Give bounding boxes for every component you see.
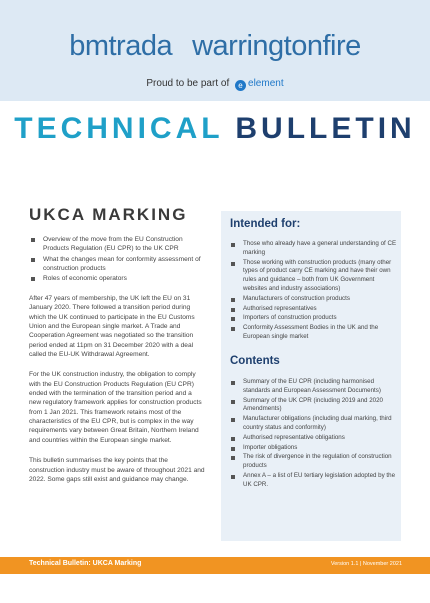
warringtonfire-logo: warringtonfire [192, 30, 361, 62]
element-logo-word: element [248, 78, 284, 89]
body-paragraph: After 47 years of membership, the UK left the EU on 31 January 2020. There followed a transition period during which the UK continued to participate in the EU Customs Union and the European single market. A Trade and Cooperation Agreement was negotiated so the transition period ended at 11pm on 31 December 2020 with a deal called the EU-UK Withdrawal Agreement. [29, 294, 195, 358]
intended-heading: Intended for: [230, 218, 301, 230]
title-bulletin: BULLETIN [235, 112, 416, 145]
list-item: Those who already have a general understanding of CE marking [230, 240, 398, 258]
intended-list [230, 240, 398, 343]
list-item: Manufacturer obligations (including dual marking, third country status and conformity) [230, 415, 398, 433]
body-paragraph: This bulletin summarises the key points that the construction industry must be aware of throughout 2021 and 2022. Some gaps still exist and guidance may change. [29, 457, 205, 483]
contents-list [230, 378, 398, 491]
list-item: Authorised representatives [230, 305, 398, 314]
brand-logos [0, 30, 430, 63]
main-column [29, 235, 205, 495]
list-item: Those working with construction products (many other types of product carry CE marking and have their own rules and guidance – both from UK Government websites and industry associations) [230, 259, 398, 294]
element-logo-icon: e [235, 80, 246, 91]
list-item: Summary of the UK CPR (including 2019 and 2020 Amendments) [230, 397, 398, 415]
list-item: Importers of construction products [230, 314, 398, 323]
list-item: Conformity Assessment Bodies in the UK and the European single market [230, 324, 398, 342]
page-title [0, 112, 430, 146]
footer-bar [0, 557, 430, 574]
title-technical: TECHNICAL [14, 112, 224, 145]
footer-version: Version 1.1 | November 2021 [330, 561, 402, 567]
section-heading: UKCA MARKING [29, 205, 188, 224]
list-item: Annex A – a list of EU tertiary legislation adopted by the UK CPR. [230, 472, 398, 490]
list-item: Authorised representative obligations [230, 434, 398, 443]
list-item: What the changes mean for conformity assessment of construction products [29, 255, 205, 274]
list-item: Summary of the EU CPR (including harmonised standards and European Assessment Documents) [230, 378, 398, 396]
list-item: Overview of the move from the EU Construction Products Regulation (EU CPR) to the UK CPR [29, 235, 205, 254]
list-item: Roles of economic operators [29, 274, 205, 283]
list-item: Importer obligations [230, 444, 398, 453]
list-item: Manufacturers of construction products [230, 295, 398, 304]
footer-title: Technical Bulletin: UKCA Marking [29, 560, 142, 567]
tagline [0, 78, 430, 91]
list-item: The risk of divergence in the regulation of construction products [230, 453, 398, 471]
overview-list [29, 235, 205, 284]
bmtrada-logo: bmtrada [69, 30, 173, 62]
body-paragraph: For the UK construction industry, the obligation to comply with the EU Construction Products Regulation (EU CPR) ended with the termination of the transition period and a new regulatory framework applies for construction products from 1 Jan 2021. This framework retains most of the characteristics of the EU CPR, but is complex in the way requirements vary between Great Britain, Northern Ireland and countries within the European single market. [29, 371, 202, 444]
tagline-text: Proud to be part of [146, 78, 230, 89]
contents-heading: Contents [230, 355, 280, 367]
